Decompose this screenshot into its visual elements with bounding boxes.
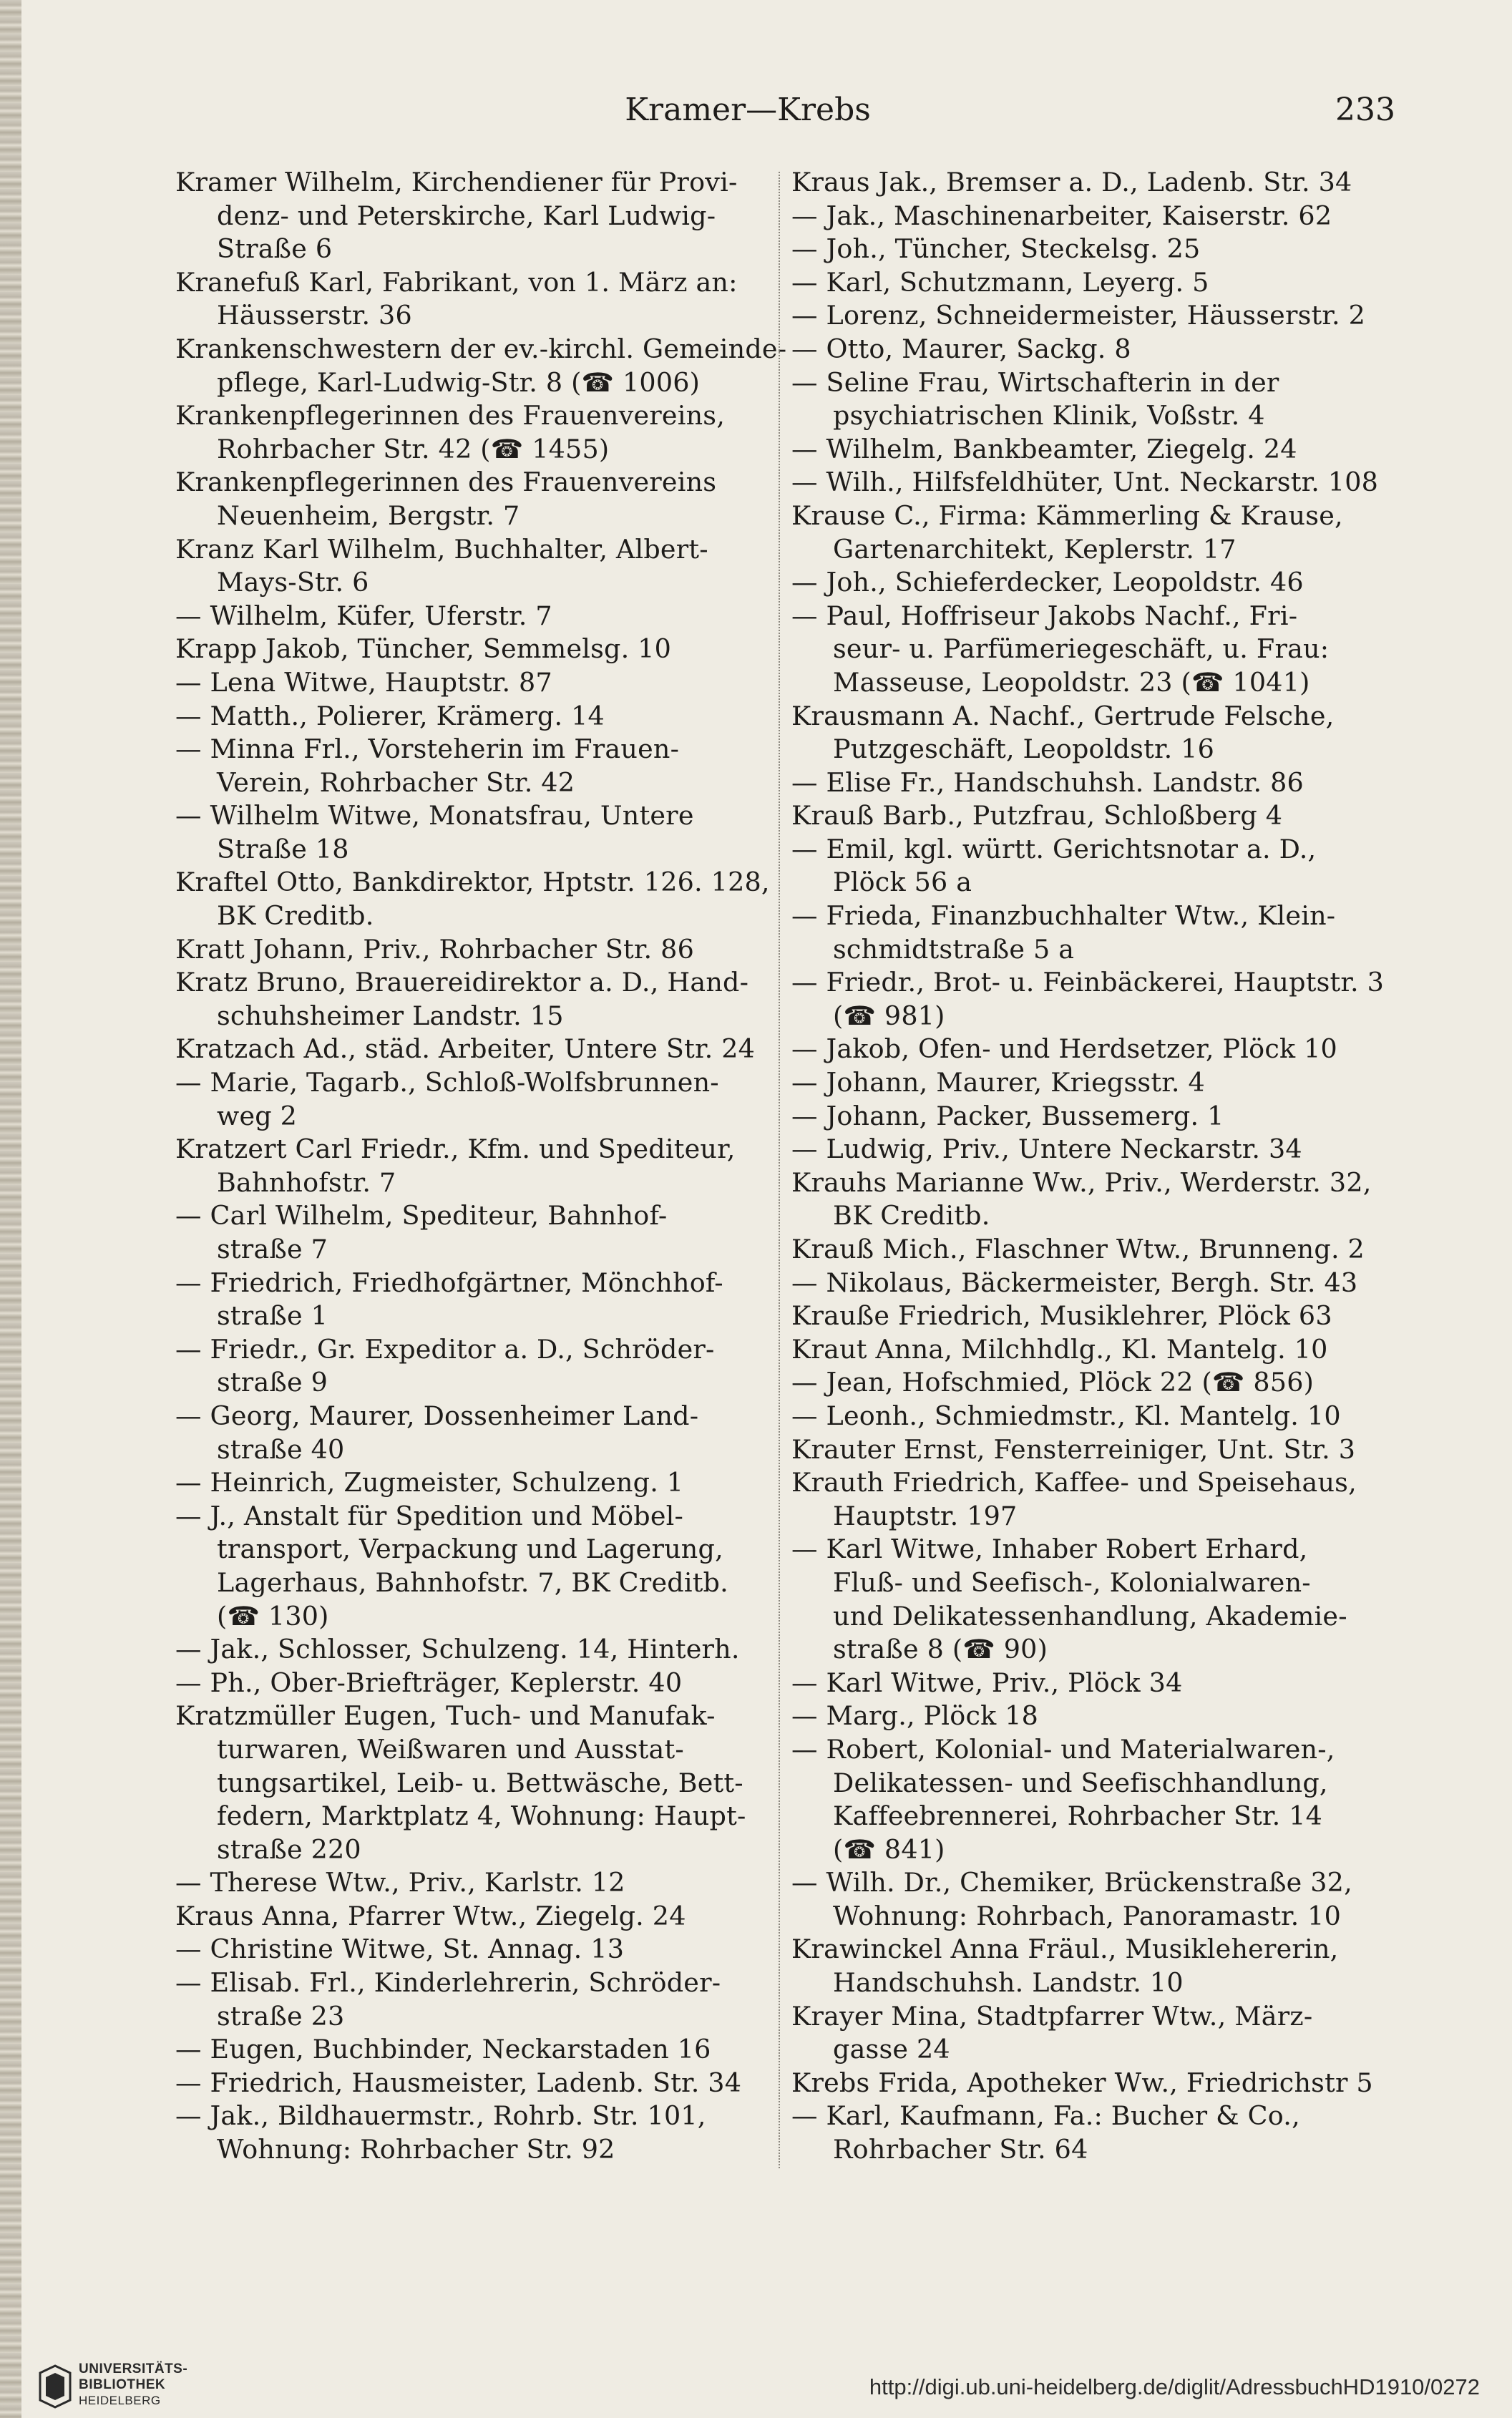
entry-line: — Leonh., Schmiedmstr., Kl. Mantelg. 10 (791, 1400, 1341, 1431)
entry-line: Kratt Johann, Priv., Rohrbacher Str. 86 (175, 933, 694, 965)
entry-line: — Jak., Maschinenarbeiter, Kaiserstr. 62 (791, 200, 1332, 231)
entry-line: Krawinckel Anna Fräul., Musiklehererin, (791, 1934, 1339, 1965)
directory-entry (791, 1166, 1410, 1233)
entry-line: — Robert, Kolonial- und Materialwaren-, (791, 1733, 1335, 1765)
logo-line: UNIVERSITÄTS- (79, 2361, 188, 2376)
entry-continuation-line: BK Creditb. (833, 1200, 990, 1232)
source-url-link[interactable]: http://digi.ub.uni-heidelberg.de/diglit/AdressbuchHD1910/0272 (869, 2374, 1480, 2399)
directory-entry (791, 1033, 1410, 1066)
directory-entry (791, 166, 1410, 200)
entry-continuation-line: Hauptstr. 197 (833, 1500, 1018, 1531)
entry-continuation-line: Wohnung: Rohrbach, Panoramastr. 10 (833, 1900, 1342, 1931)
directory-entry (175, 1466, 794, 1500)
directory-entry (175, 1267, 794, 1333)
directory-entry (791, 299, 1410, 333)
page-header (100, 87, 1395, 137)
entry-continuation-line: (☎ 130) (217, 1600, 329, 1632)
entry-line: — Lena Witwe, Hauptstr. 87 (175, 666, 552, 698)
directory-entry (175, 1500, 794, 1633)
entry-line: — Otto, Maurer, Sackg. 8 (791, 333, 1131, 364)
entry-continuation-line: Delikatessen- und Seefischhandlung, (833, 1767, 1328, 1798)
directory-entry (791, 1700, 1410, 1733)
entry-line: — Marg., Plöck 18 (791, 1700, 1039, 1732)
entry-line: — Joh., Tüncher, Steckelsg. 25 (791, 233, 1201, 265)
running-title: Kramer—Krebs (625, 92, 871, 128)
directory-entry (791, 1466, 1410, 1533)
directory-entry (791, 1533, 1410, 1666)
entry-line: — Ph., Ober-Briefträger, Keplerstr. 40 (175, 1667, 683, 1698)
directory-entry (791, 366, 1410, 433)
entry-continuation-line: Straße 6 (217, 233, 333, 265)
directory-entry (791, 1133, 1410, 1166)
entry-continuation-line: BK Creditb. (217, 900, 374, 932)
entry-line: Kratz Bruno, Brauereidirektor a. D., Hand- (175, 967, 749, 998)
entry-continuation-line: straße 9 (217, 1367, 328, 1398)
entry-line: Kraftel Otto, Bankdirektor, Hptstr. 126. 128, (175, 867, 770, 898)
entry-line: Krapp Jakob, Tüncher, Semmelsg. 10 (175, 633, 672, 665)
library-logo-icon (37, 2364, 73, 2409)
library-logo-text (79, 2361, 187, 2409)
entry-line: Kraut Anna, Milchhdlg., Kl. Mantelg. 10 (791, 1333, 1328, 1365)
entry-continuation-line: Häusserstr. 36 (217, 300, 412, 331)
entry-line: — Seline Frau, Wirtschafterin in der (791, 366, 1279, 398)
directory-entry (175, 633, 794, 666)
entry-continuation-line: denz- und Peterskirche, Karl Ludwig- (217, 200, 716, 231)
entry-line: Krebs Frida, Apotheker Ww., Friedrichstr 5 (791, 2067, 1373, 2098)
directory-entry (175, 600, 794, 633)
directory-entry (175, 1866, 794, 1900)
directory-entry (791, 433, 1410, 467)
entry-continuation-line: Bahnhofstr. 7 (217, 1166, 396, 1198)
directory-entry (791, 1400, 1410, 1433)
directory-entry (791, 766, 1410, 800)
entry-line: — Frieda, Finanzbuchhalter Wtw., Klein- (791, 900, 1336, 932)
directory-entry (791, 1733, 1410, 1866)
directory-entry (175, 2100, 794, 2166)
entry-line: — Elisab. Frl., Kinderlehrerin, Schröder- (175, 1967, 721, 1999)
entry-continuation-line: Plöck 56 a (833, 867, 972, 898)
directory-entry (791, 1667, 1410, 1700)
entry-line: — J., Anstalt für Spedition und Möbel- (175, 1500, 684, 1531)
entry-line: — Wilhelm, Küfer, Uferstr. 7 (175, 600, 552, 631)
directory-entry (175, 1133, 794, 1199)
entry-continuation-line: Rohrbacher Str. 42 (☎ 1455) (217, 433, 610, 464)
directory-entry (791, 1866, 1410, 1933)
entry-line: — Eugen, Buchbinder, Neckarstaden 16 (175, 2034, 711, 2065)
entry-line: — Karl Witwe, Priv., Plöck 34 (791, 1667, 1183, 1698)
directory-entry (175, 266, 794, 333)
entry-line: — Jean, Hofschmied, Plöck 22 (☎ 856) (791, 1367, 1315, 1398)
directory-entry (175, 1400, 794, 1466)
entry-line: — Friedr., Brot- u. Feinbäckerei, Hauptstr. 3 (791, 967, 1385, 998)
entry-line: Krankenpflegerinnen des Frauenvereins (175, 467, 717, 498)
entry-line: — Friedr., Gr. Expeditor a. D., Schröder- (175, 1333, 715, 1365)
entry-line: — Emil, kgl. württ. Gerichtsnotar a. D., (791, 833, 1317, 864)
directory-entry (175, 700, 794, 733)
entry-line: Kratzmüller Eugen, Tuch- und Manufak- (175, 1700, 716, 1732)
entry-line: Krause C., Firma: Kämmerling & Krause, (791, 499, 1343, 531)
directory-entry (175, 1333, 794, 1400)
entry-line: — Matth., Polierer, Krämerg. 14 (175, 700, 605, 731)
entry-line: — Lorenz, Schneidermeister, Häusserstr. 2 (791, 300, 1366, 331)
directory-entry (175, 933, 794, 967)
entry-line: Kratzach Ad., städ. Arbeiter, Untere Str. 24 (175, 1033, 756, 1065)
directory-entry (791, 200, 1410, 233)
entry-line: — Nikolaus, Bäckermeister, Bergh. Str. 43 (791, 1267, 1358, 1298)
directory-entry (175, 866, 794, 932)
entry-line: — Carl Wilhelm, Spediteur, Bahnhof- (175, 1200, 668, 1232)
directory-entry (175, 966, 794, 1033)
directory-entry (791, 1300, 1410, 1333)
entry-continuation-line: schuhsheimer Landstr. 15 (217, 1000, 564, 1031)
directory-entry (791, 900, 1410, 966)
entry-line: — Paul, Hoffriseur Jakobs Nachf., Fri- (791, 600, 1298, 631)
directory-entry (791, 466, 1410, 499)
directory-entry (791, 233, 1410, 266)
entry-line: Krankenpflegerinnen des Frauenvereins, (175, 400, 726, 432)
entry-continuation-line: Putzgeschäft, Leopoldstr. 16 (833, 733, 1215, 765)
directory-entry (791, 600, 1410, 700)
entry-line: — Karl Witwe, Inhaber Robert Erhard, (791, 1534, 1308, 1565)
entry-continuation-line: Verein, Rohrbacher Str. 42 (217, 766, 575, 798)
directory-entry (791, 333, 1410, 366)
directory-entry (175, 1199, 794, 1266)
entry-line: Kramer Wilhelm, Kirchendiener für Provi- (175, 167, 738, 198)
entry-continuation-line: straße 40 (217, 1433, 345, 1465)
directory-entry (791, 1100, 1410, 1134)
entry-continuation-line: schmidtstraße 5 a (833, 933, 1075, 965)
entry-continuation-line: pflege, Karl-Ludwig-Str. 8 (☎ 1006) (217, 366, 701, 398)
entry-line: — Jak., Schlosser, Schulzeng. 14, Hinterh. (175, 1634, 740, 1665)
entry-continuation-line: gasse 24 (833, 2034, 950, 2065)
directory-entry (791, 1267, 1410, 1300)
entry-line: — Friedrich, Friedhofgärtner, Mönchhof- (175, 1267, 723, 1298)
left-column (175, 166, 794, 2167)
entry-line: Krausmann A. Nachf., Gertrude Felsche, (791, 700, 1335, 731)
entry-line: — Jak., Bildhauermstr., Rohrb. Str. 101, (175, 2100, 706, 2132)
directory-entry (175, 466, 794, 532)
entry-continuation-line: und Delikatessenhandlung, Akademie- (833, 1600, 1347, 1632)
entry-line: Krauth Friedrich, Kaffee- und Speisehaus, (791, 1467, 1357, 1498)
directory-entry (791, 566, 1410, 600)
entry-continuation-line: federn, Marktplatz 4, Wohnung: Haupt- (217, 1800, 746, 1832)
directory-entry (175, 2067, 794, 2100)
entry-line: Krauß Mich., Flaschner Wtw., Brunneng. 2 (791, 1234, 1365, 1264)
directory-entry (175, 166, 794, 266)
directory-entry (791, 1333, 1410, 1367)
entry-line: — Karl, Kaufmann, Fa.: Bucher & Co., (791, 2100, 1300, 2132)
entry-continuation-line: Neuenheim, Bergstr. 7 (217, 499, 520, 531)
entry-line: — Johann, Packer, Bussemerg. 1 (791, 1100, 1224, 1131)
entry-line: Krauhs Marianne Ww., Priv., Werderstr. 32, (791, 1166, 1372, 1198)
directory-entry (791, 2067, 1410, 2100)
page-number: 233 (1335, 92, 1395, 128)
directory-entry (791, 1066, 1410, 1100)
directory-entry (791, 1933, 1410, 1999)
entry-continuation-line: straße 7 (217, 1234, 328, 1264)
entry-continuation-line: (☎ 981) (833, 1000, 945, 1031)
directory-entry (791, 2000, 1410, 2067)
directory-entry (791, 966, 1410, 1033)
entry-line: — Ludwig, Priv., Untere Neckarstr. 34 (791, 1134, 1302, 1165)
directory-entry (175, 2033, 794, 2067)
entry-line: Kraus Anna, Pfarrer Wtw., Ziegelg. 24 (175, 1900, 686, 1931)
directory-entry (791, 499, 1410, 566)
directory-entry (175, 666, 794, 700)
entry-continuation-line: Wohnung: Rohrbacher Str. 92 (217, 2134, 615, 2165)
entry-line: — Minna Frl., Vorsteherin im Frauen- (175, 733, 680, 765)
entry-line: Kratzert Carl Friedr., Kfm. und Spediteur, (175, 1134, 736, 1165)
directory-entry (791, 799, 1410, 833)
entry-continuation-line: Rohrbacher Str. 64 (833, 2134, 1088, 2165)
directory-entry (791, 266, 1410, 300)
directory-entry (175, 1900, 794, 1934)
library-logo (37, 2361, 223, 2412)
directory-entry (175, 1633, 794, 1667)
directory-entry (175, 1066, 794, 1133)
entry-continuation-line: Fluß- und Seefisch-, Kolonialwaren- (833, 1566, 1311, 1598)
entry-continuation-line: Mays-Str. 6 (217, 567, 369, 598)
entry-continuation-line: tungsartikel, Leib- u. Bettwäsche, Bett- (217, 1767, 743, 1798)
entry-line: Krayer Mina, Stadtpfarrer Wtw., März- (791, 2000, 1313, 2032)
directory-entry (791, 1366, 1410, 1400)
entry-line: Krauter Ernst, Fensterreiniger, Unt. Str. 3 (791, 1433, 1356, 1465)
entry-continuation-line: Gartenarchitekt, Keplerstr. 17 (833, 533, 1237, 565)
directory-entry (175, 333, 794, 399)
entry-continuation-line: straße 8 (☎ 90) (833, 1634, 1048, 1665)
directory-entry (791, 2100, 1410, 2166)
entry-continuation-line: Lagerhaus, Bahnhofstr. 7, BK Creditb. (217, 1566, 728, 1598)
entry-continuation-line: (☎ 841) (833, 1833, 945, 1865)
entry-line: Krankenschwestern der ev.-kirchl. Gemeinde- (175, 333, 787, 364)
column-divider (779, 172, 780, 2168)
entry-continuation-line: Masseuse, Leopoldstr. 23 (☎ 1041) (833, 666, 1310, 698)
directory-entry (175, 733, 794, 799)
entry-line: — Therese Wtw., Priv., Karlstr. 12 (175, 1867, 625, 1898)
entry-line: — Wilhelm, Bankbeamter, Ziegelg. 24 (791, 433, 1297, 464)
entry-line: — Wilh., Hilfsfeldhüter, Unt. Neckarstr. 108 (791, 467, 1379, 498)
right-column (791, 166, 1410, 2167)
entry-continuation-line: turwaren, Weißwaren und Ausstat- (217, 1733, 684, 1765)
entry-continuation-line: seur- u. Parfümeriegeschäft, u. Frau: (833, 633, 1330, 665)
logo-line: HEIDELBERG (79, 2394, 161, 2407)
entry-line: — Johann, Maurer, Kriegsstr. 4 (791, 1067, 1205, 1098)
entry-line: — Joh., Schieferdecker, Leopoldstr. 46 (791, 567, 1304, 598)
entry-continuation-line: straße 220 (217, 1833, 361, 1865)
directory-entry (175, 1933, 794, 1966)
entry-line: — Karl, Schutzmann, Leyerg. 5 (791, 266, 1209, 298)
entry-continuation-line: psychiatrischen Klinik, Voßstr. 4 (833, 400, 1265, 432)
entry-line: — Marie, Tagarb., Schloß-Wolfsbrunnen- (175, 1067, 719, 1098)
directory-entry (791, 1233, 1410, 1267)
entry-line: — Georg, Maurer, Dossenheimer Land- (175, 1400, 699, 1431)
entry-continuation-line: Handschuhsh. Landstr. 10 (833, 1967, 1184, 1999)
entry-line: — Elise Fr., Handschuhsh. Landstr. 86 (791, 766, 1304, 798)
directory-entry (791, 833, 1410, 900)
directory-entry (791, 700, 1410, 766)
directory-entry (175, 1667, 794, 1700)
directory-entry (175, 533, 794, 600)
entry-continuation-line: Straße 18 (217, 833, 349, 864)
entry-continuation-line: straße 23 (217, 2000, 345, 2032)
logo-line: BIBLIOTHEK (79, 2377, 166, 2392)
directory-entry (175, 799, 794, 866)
entry-line: — Heinrich, Zugmeister, Schulzeng. 1 (175, 1467, 684, 1498)
directory-entry (175, 399, 794, 466)
entry-continuation-line: straße 1 (217, 1300, 328, 1332)
directory-entry (791, 1433, 1410, 1467)
directory-entry (175, 1700, 794, 1866)
entry-line: Krauße Friedrich, Musiklehrer, Plöck 63 (791, 1300, 1332, 1332)
directory-entry (175, 1966, 794, 2033)
entry-line: Kranefuß Karl, Fabrikant, von 1. März an: (175, 266, 738, 298)
entry-line: Krauß Barb., Putzfrau, Schloßberg 4 (791, 800, 1283, 832)
entry-continuation-line: transport, Verpackung und Lagerung, (217, 1534, 723, 1565)
entry-continuation-line: Kaffeebrennerei, Rohrbacher Str. 14 (833, 1800, 1323, 1832)
entry-line: — Friedrich, Hausmeister, Ladenb. Str. 34 (175, 2067, 742, 2098)
entry-line: — Wilh. Dr., Chemiker, Brückenstraße 32, (791, 1867, 1352, 1898)
entry-line: — Wilhelm Witwe, Monatsfrau, Untere (175, 800, 694, 832)
scan-edge (0, 0, 21, 2418)
entry-line: — Christine Witwe, St. Annag. 13 (175, 1934, 625, 1965)
entry-line: — Jakob, Ofen- und Herdsetzer, Plöck 10 (791, 1033, 1337, 1065)
directory-entry (175, 1033, 794, 1066)
entry-continuation-line: weg 2 (217, 1100, 298, 1131)
entry-line: Kranz Karl Wilhelm, Buchhalter, Albert- (175, 533, 708, 565)
entry-line: Kraus Jak., Bremser a. D., Ladenb. Str. 34 (791, 167, 1352, 198)
